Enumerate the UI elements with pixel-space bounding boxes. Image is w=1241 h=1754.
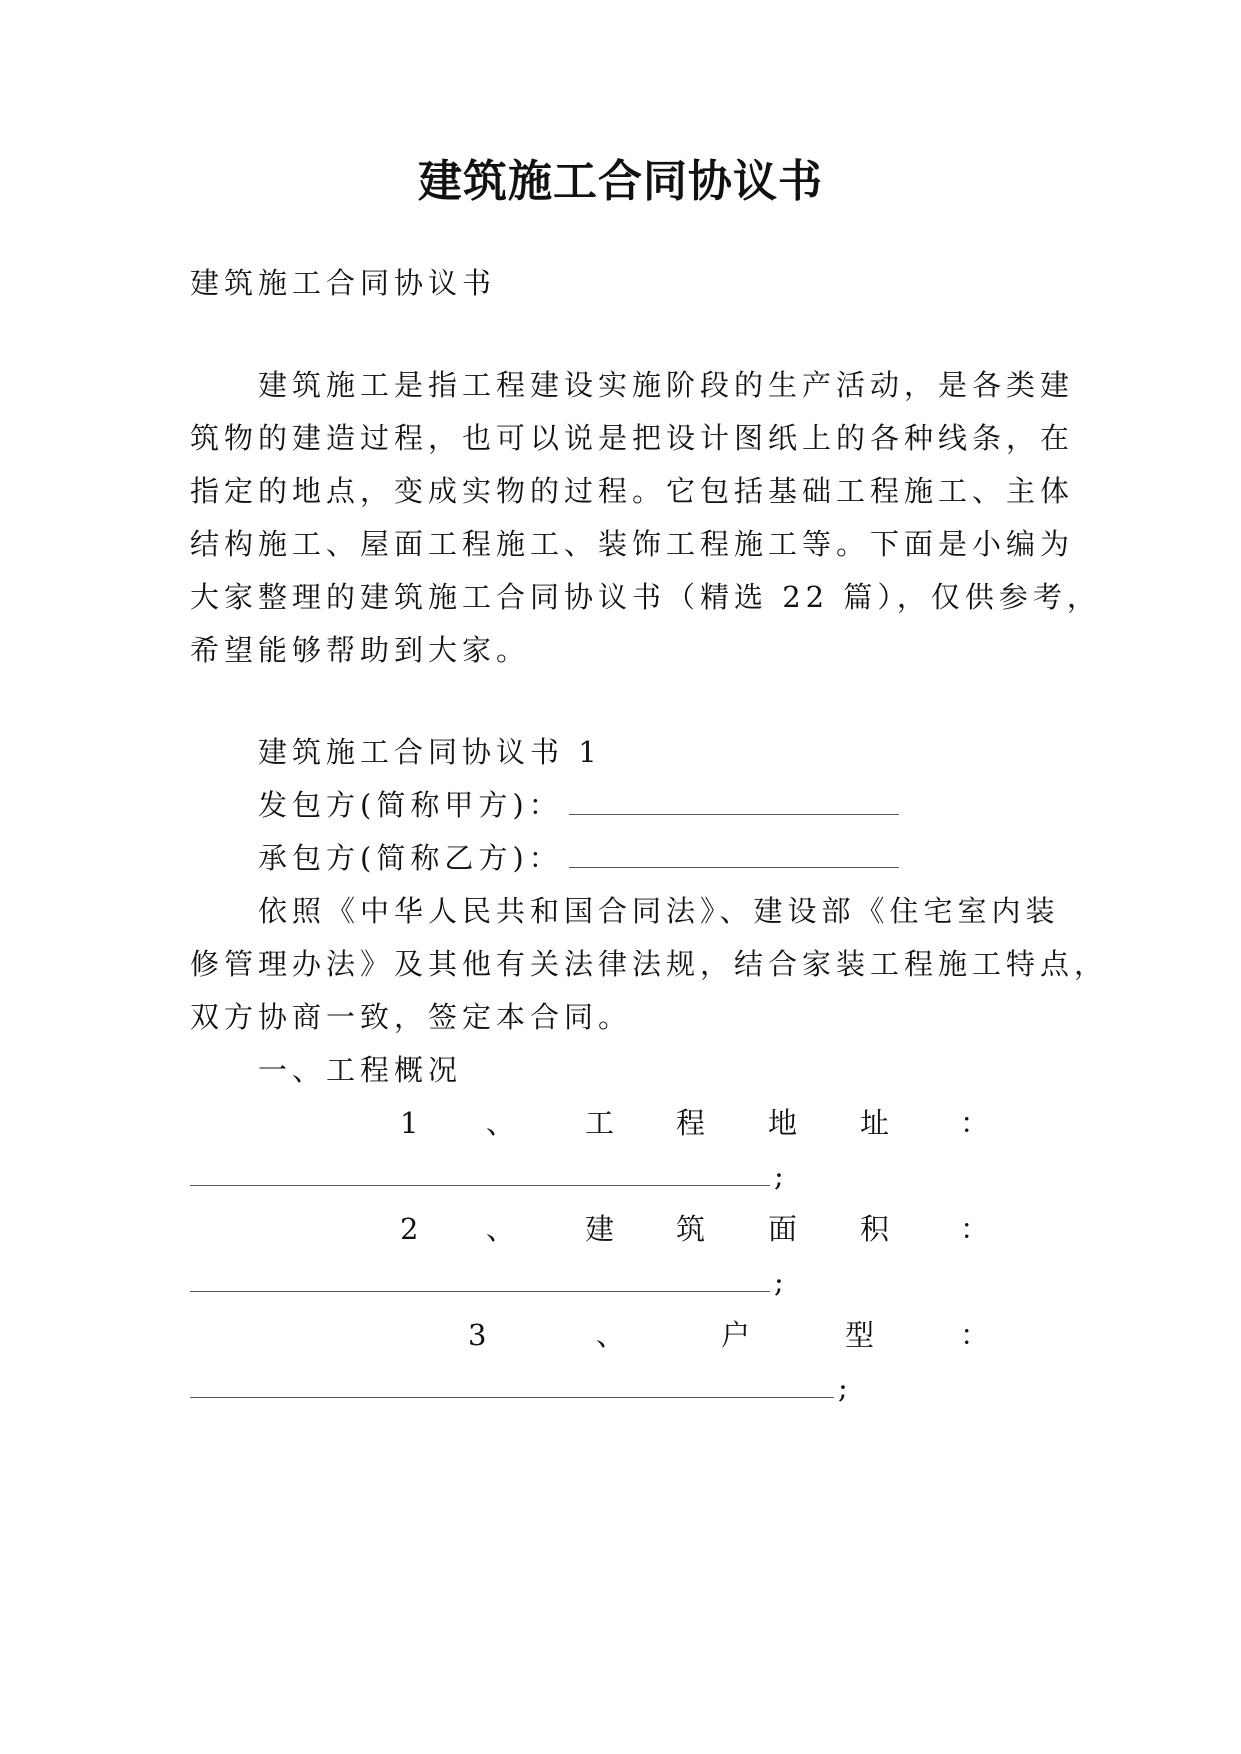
- intro-line-6: 希望能够帮助到大家。: [190, 633, 531, 667]
- item-1-char-4: 址: [860, 1106, 890, 1140]
- item-2-fill[interactable]: [190, 1262, 810, 1302]
- item-2-separator: 、: [486, 1212, 516, 1246]
- party-a-field: [258, 785, 899, 825]
- intro-line-1: 建筑施工是指工程建设实施阶段的生产活动，是各类建: [258, 368, 1075, 402]
- item-2-end: ;: [774, 1265, 784, 1299]
- item-1-number: 1: [400, 1106, 419, 1140]
- party-a-blank[interactable]: [569, 788, 899, 815]
- item-3-separator: 、: [596, 1318, 626, 1352]
- item-2-char-3: 面: [768, 1212, 798, 1246]
- item-3-colon: ：: [960, 1318, 990, 1352]
- item-1-blank[interactable]: [190, 1185, 770, 1186]
- item-1-fill[interactable]: [190, 1156, 810, 1196]
- basis-line-2: 修管理办法》及其他有关法律法规，结合家装工程施工特点，: [190, 947, 1109, 981]
- intro-line-5: 大家整理的建筑施工合同协议书（精选 22 篇），仅供参考，: [190, 580, 1101, 614]
- item-2-char-4: 积: [860, 1212, 890, 1246]
- basis-line-3: 双方协商一致，签定本合同。: [190, 1000, 633, 1034]
- item-2-number: 2: [400, 1212, 419, 1246]
- item-1-char-1: 工: [585, 1106, 615, 1140]
- overview-heading: 一、工程概况: [258, 1053, 463, 1087]
- item-3-end: ;: [838, 1371, 848, 1405]
- item-3-fill[interactable]: [190, 1368, 870, 1408]
- page-title: 建筑施工合同协议书: [418, 156, 823, 207]
- section-heading: 建筑施工合同协议书 1: [258, 735, 602, 769]
- item-1-colon: ：: [960, 1106, 990, 1140]
- item-3-number: 3: [468, 1318, 487, 1352]
- party-b-blank[interactable]: [569, 841, 899, 868]
- intro-line-2: 筑物的建造过程，也可以说是把设计图纸上的各种线条，在: [190, 421, 1075, 455]
- item-2-colon: ：: [960, 1212, 990, 1246]
- item-1-end: ;: [774, 1159, 784, 1193]
- item-1-separator: 、: [486, 1106, 516, 1140]
- party-b-field: [258, 838, 899, 878]
- party-a-label: 发包方(简称甲方)：: [258, 788, 563, 822]
- item-2-blank[interactable]: [190, 1291, 770, 1292]
- intro-line-4: 结构施工、屋面工程施工、装饰工程施工等。下面是小编为: [190, 527, 1075, 561]
- item-2-char-2: 筑: [676, 1212, 706, 1246]
- item-3-char-2: 型: [845, 1318, 875, 1352]
- document-subtitle: 建筑施工合同协议书: [190, 266, 497, 300]
- item-3-blank[interactable]: [190, 1397, 834, 1398]
- item-3-char-1: 户: [721, 1318, 751, 1352]
- intro-line-3: 指定的地点，变成实物的过程。它包括基础工程施工、主体: [190, 474, 1075, 508]
- basis-line-1: 依照《中华人民共和国合同法》、建设部《住宅室内装: [258, 894, 1060, 928]
- item-1-char-2: 程: [676, 1106, 706, 1140]
- party-b-label: 承包方(简称乙方)：: [258, 841, 563, 875]
- item-2-char-1: 建: [585, 1212, 615, 1246]
- item-1-char-3: 地: [768, 1106, 798, 1140]
